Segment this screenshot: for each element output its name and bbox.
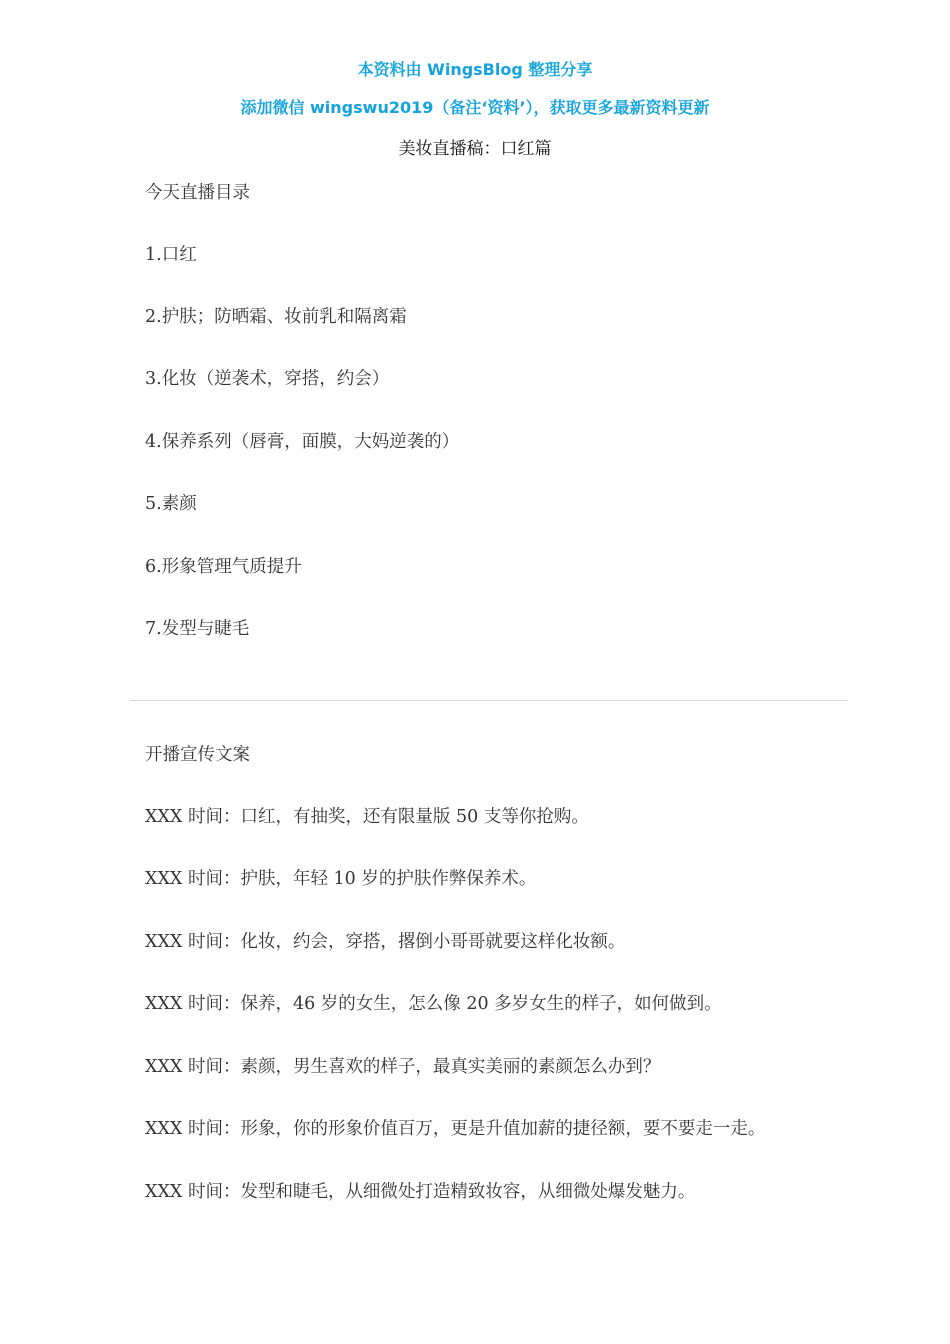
- promo-item: XXX 时间：化妆，约会，穿搭，撂倒小哥哥就要这样化妆额。: [145, 932, 626, 952]
- promo-item: XXX 时间：发型和睫毛，从细微处打造精致妆容，从细微处爆发魅力。: [145, 1182, 696, 1202]
- agenda-item: 7.发型与睫毛: [145, 619, 250, 639]
- section-divider: [130, 700, 848, 701]
- agenda-item: 6.形象管理气质提升: [145, 557, 302, 577]
- share-banner: 本资料由 WingsBlog 整理分享: [357, 60, 593, 79]
- agenda-item: 3.化妆（逆袭术，穿搭，约会）: [145, 369, 390, 389]
- agenda-heading: 今天直播目录: [145, 183, 250, 203]
- agenda-item: 4.保养系列（唇膏，面膜，大妈逆袭的）: [145, 432, 460, 452]
- agenda-item: 5.素颜: [145, 494, 197, 514]
- wechat-banner: 添加微信 wingswu2019（备注‘资料’），获取更多最新资料更新: [240, 98, 710, 117]
- agenda-item: 1.口红: [145, 245, 197, 265]
- promo-item: XXX 时间：形象，你的形象价值百万，更是升值加薪的捷径额，要不要走一走。: [145, 1119, 766, 1139]
- promo-item: XXX 时间：素颜，男生喜欢的样子，最真实美丽的素颜怎么办到？: [145, 1057, 661, 1077]
- promo-heading: 开播宣传文案: [145, 745, 250, 765]
- promo-item: XXX 时间：口红，有抽奖，还有限量版 50 支等你抢购。: [145, 807, 589, 827]
- promo-item: XXX 时间：保养，46 岁的女生，怎么像 20 多岁女生的样子，如何做到。: [145, 994, 722, 1014]
- document-title: 美妆直播稿：口红篇: [398, 139, 552, 159]
- promo-item: XXX 时间：护肤，年轻 10 岁的护肤作弊保养术。: [145, 869, 537, 889]
- agenda-item: 2.护肤；防晒霜、妆前乳和隔离霜: [145, 307, 407, 327]
